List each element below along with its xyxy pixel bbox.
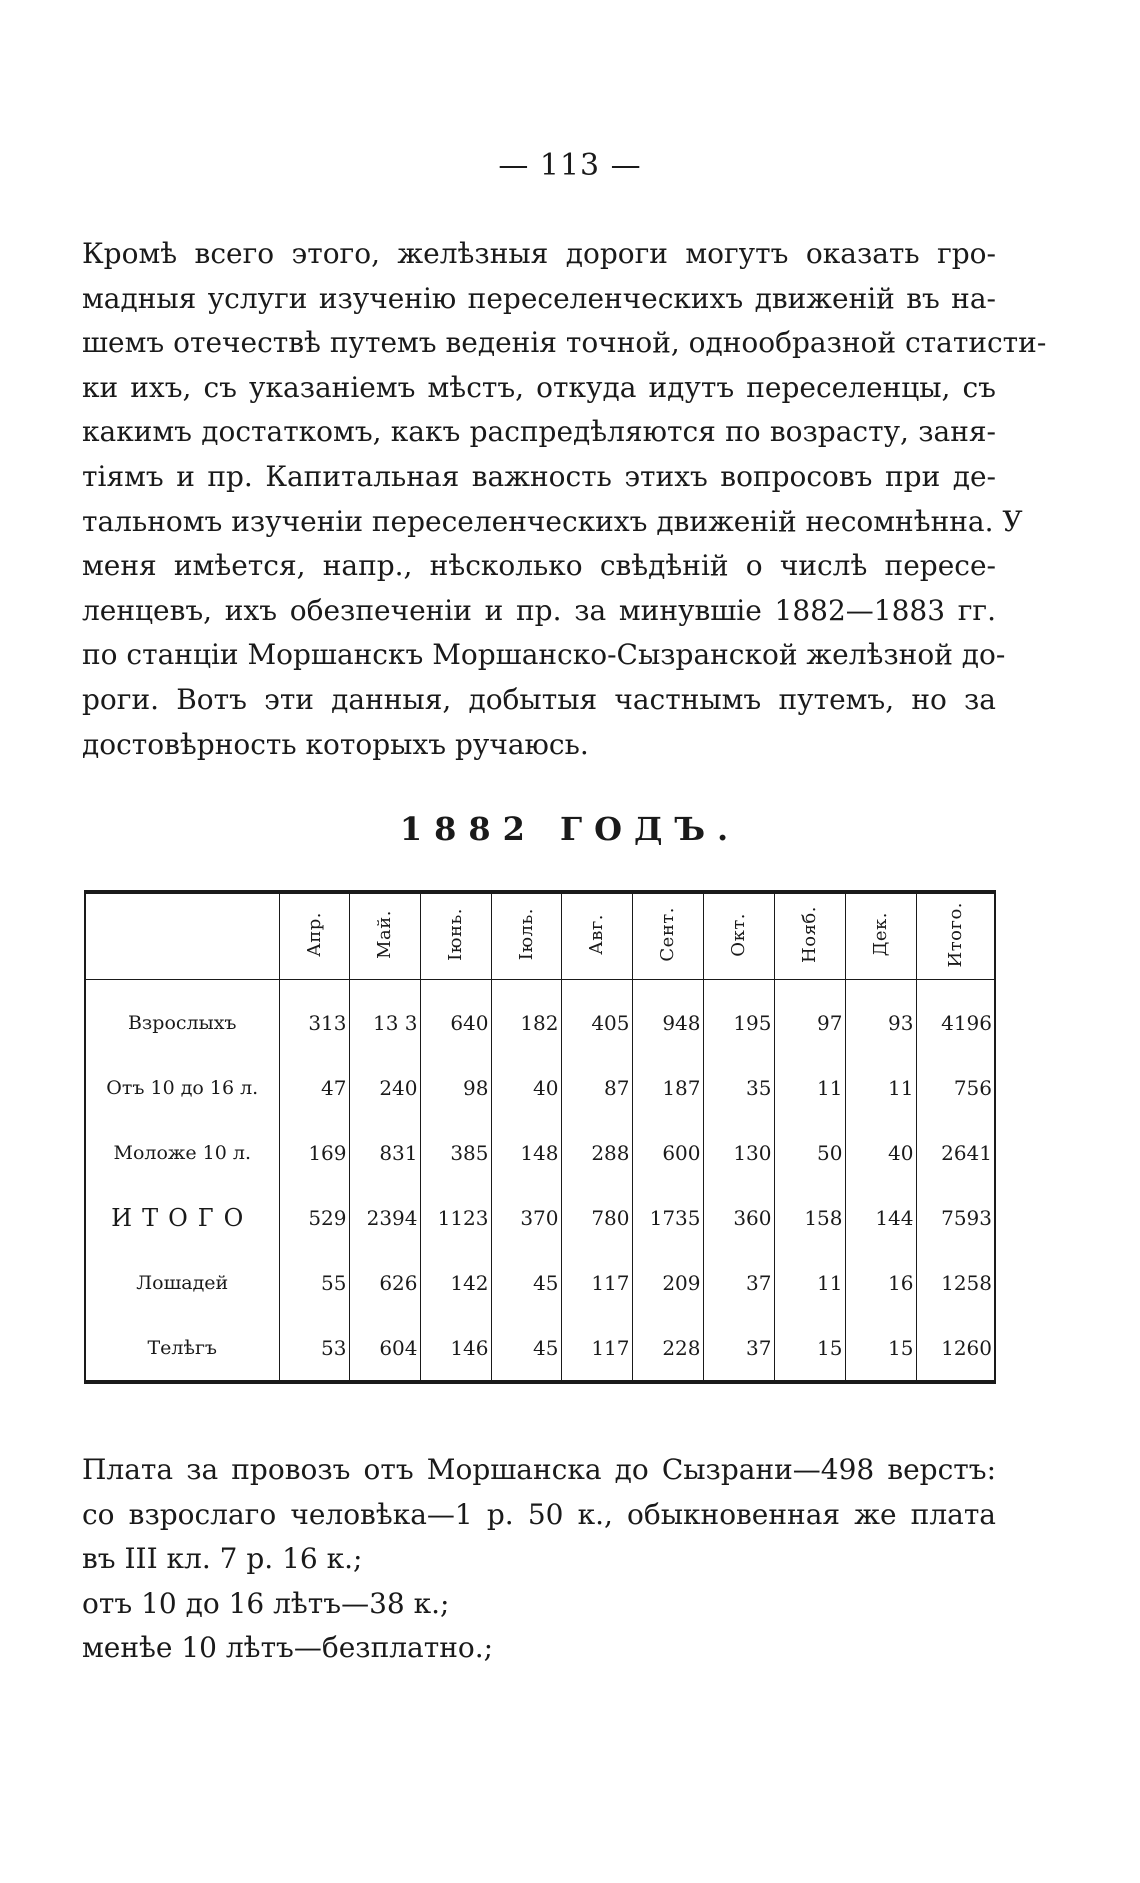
table-cell: 640: [420, 980, 491, 1056]
table-cell: 13 3: [349, 980, 420, 1056]
body-paragraph: [82, 232, 1047, 767]
table-cell: 1260: [916, 1315, 995, 1382]
table-cell: 53: [279, 1315, 349, 1382]
table-cell: 385: [420, 1120, 491, 1185]
table-cell: 405: [561, 980, 632, 1056]
table-cell: 146: [420, 1315, 491, 1382]
table-cell: 182: [491, 980, 561, 1056]
table-cell: 370: [491, 1185, 561, 1250]
table-cell: 16: [845, 1250, 916, 1315]
table-cell: 15: [845, 1315, 916, 1382]
table-cell: 228: [632, 1315, 703, 1382]
table-header-row: [85, 892, 995, 980]
table-cell: 187: [632, 1055, 703, 1120]
table-cell: 158: [774, 1185, 845, 1250]
table-row: [85, 1120, 995, 1185]
row-label: Лошадей: [136, 1271, 229, 1294]
column-header: Май.: [349, 892, 420, 980]
row-label: ИТОГО: [111, 1203, 254, 1232]
table-cell: 195: [703, 980, 774, 1056]
table-cell: 240: [349, 1055, 420, 1120]
column-header: Іюнь.: [420, 892, 491, 980]
table-cell: 55: [279, 1250, 349, 1315]
table-cell: 117: [561, 1250, 632, 1315]
year-heading: 1882 ГОДЪ.: [399, 810, 741, 848]
table-cell: 40: [491, 1055, 561, 1120]
paragraph-line: меня имѣется, напр., нѣсколько свѣдѣній о числѣ пересе-: [82, 549, 996, 583]
table-cell: 1123: [420, 1185, 491, 1250]
table-cell: 4196: [916, 980, 995, 1056]
table-cell: 7593: [916, 1185, 995, 1250]
table-cell: 87: [561, 1055, 632, 1120]
table-cell: 2641: [916, 1120, 995, 1185]
table-cell: 313: [279, 980, 349, 1056]
table-cell: 1258: [916, 1250, 995, 1315]
table-cell: 47: [279, 1055, 349, 1120]
table-cell: 37: [703, 1315, 774, 1382]
fare-line: со взрослаго человѣка—1 р. 50 к., обыкновенная же плата: [82, 1497, 996, 1531]
fare-line: Плата за провозъ отъ Моршанска до Сызрани—498 верстъ:: [82, 1453, 996, 1486]
column-header: Авг.: [561, 892, 632, 980]
row-label-header: [85, 892, 279, 980]
table-cell: 11: [774, 1055, 845, 1120]
fare-paragraph: [82, 1448, 996, 1671]
column-header: Сент.: [632, 892, 703, 980]
table-cell: 50: [774, 1120, 845, 1185]
fare-line: въ III кл. 7 р. 16 к.;: [82, 1542, 363, 1576]
table-cell: 360: [703, 1185, 774, 1250]
table-row: [85, 1055, 995, 1120]
table-cell: 604: [349, 1315, 420, 1382]
page-number: — 113 —: [498, 148, 642, 183]
paragraph-line: по станціи Моршанскъ Моршанско-Сызранской желѣзной до-: [82, 638, 1006, 672]
column-header: Дек.: [845, 892, 916, 980]
table-cell: 948: [632, 980, 703, 1056]
paragraph-line: мадныя услуги изученію переселенческихъ движеній въ на-: [82, 281, 996, 315]
table-cell: 529: [279, 1185, 349, 1250]
table-cell: 45: [491, 1250, 561, 1315]
table-cell: 130: [703, 1120, 774, 1185]
paragraph-line: ки ихъ, съ указаніемъ мѣстъ, откуда идутъ переселенцы, съ: [82, 370, 996, 404]
paragraph-line: роги. Вотъ эти данныя, добытыя частнымъ путемъ, но за: [82, 682, 996, 716]
table-cell: 144: [845, 1185, 916, 1250]
table-cell: 97: [774, 980, 845, 1056]
table-cell: 209: [632, 1250, 703, 1315]
row-label: Моложе 10 л.: [113, 1141, 251, 1164]
table-cell: 40: [845, 1120, 916, 1185]
table-cell: 1735: [632, 1185, 703, 1250]
paragraph-line: достовѣрность которыхъ ручаюсь.: [82, 727, 589, 761]
column-header: Итого.: [916, 892, 995, 980]
table-cell: 98: [420, 1055, 491, 1120]
column-header: Іюль.: [491, 892, 561, 980]
table-cell: 45: [491, 1315, 561, 1382]
table-cell: 93: [845, 980, 916, 1056]
table-cell: 37: [703, 1250, 774, 1315]
table-cell: 11: [774, 1250, 845, 1315]
paragraph-line: Кромѣ всего этого, желѣзныя дороги могутъ оказать гро-: [82, 237, 996, 270]
table-row-total: [85, 1185, 995, 1250]
table-cell: 148: [491, 1120, 561, 1185]
row-label: Взрослыхъ: [127, 1011, 237, 1034]
table-cell: 780: [561, 1185, 632, 1250]
table-row: [85, 1250, 995, 1315]
table-cell: 15: [774, 1315, 845, 1382]
table-cell: 117: [561, 1315, 632, 1382]
row-label: Отъ 10 до 16 л.: [106, 1076, 259, 1099]
row-label: Телѣгъ: [147, 1336, 217, 1359]
column-header: Окт.: [703, 892, 774, 980]
table-cell: 626: [349, 1250, 420, 1315]
table-cell: 169: [279, 1120, 349, 1185]
paragraph-line: какимъ достаткомъ, какъ распредѣляются по возрасту, заня-: [82, 415, 996, 449]
fare-line: менѣе 10 лѣтъ—безплатно.;: [82, 1631, 494, 1665]
column-header: Нояб.: [774, 892, 845, 980]
column-header: Апр.: [279, 892, 349, 980]
table-cell: 11: [845, 1055, 916, 1120]
paragraph-line: ленцевъ, ихъ обезпеченіи и пр. за минувшіе 1882—1883 гг.: [82, 593, 996, 627]
paragraph-line: тіямъ и пр. Капитальная важность этихъ вопросовъ при де-: [82, 459, 996, 493]
table-cell: 831: [349, 1120, 420, 1185]
table-cell: 35: [703, 1055, 774, 1120]
paragraph-line: тальномъ изученіи переселенческихъ движеній несомнѣнна. У: [82, 504, 1023, 538]
table-cell: 2394: [349, 1185, 420, 1250]
table-cell: 756: [916, 1055, 995, 1120]
table-cell: 142: [420, 1250, 491, 1315]
fare-line: отъ 10 до 16 лѣтъ—38 к.;: [82, 1586, 450, 1620]
table-row: [85, 980, 995, 1056]
table-cell: 288: [561, 1120, 632, 1185]
paragraph-line: шемъ отечествѣ путемъ веденія точной, однообразной статисти-: [82, 326, 1047, 360]
migration-stats-table: [84, 890, 996, 1384]
table-cell: 600: [632, 1120, 703, 1185]
table-row: [85, 1315, 995, 1382]
